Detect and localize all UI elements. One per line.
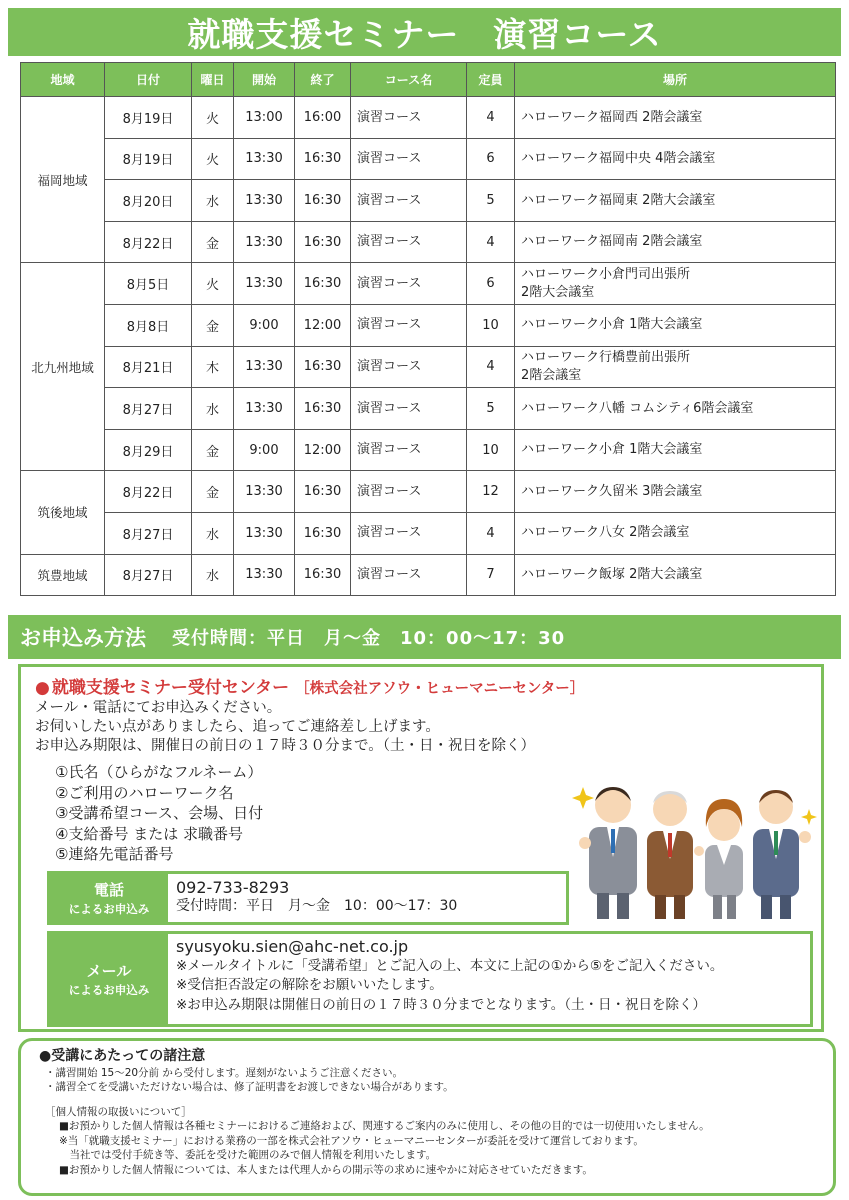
cell-course: 演習コース [351, 138, 467, 180]
cell-start: 9:00 [234, 304, 295, 346]
list-item: ⑤連絡先電話番号 [55, 845, 174, 863]
privacy-line: ※当「就職支援セミナー」における業務の一部を株式会社アソウ・ヒューマニーセンターが委託を受けて運営しております。 [59, 1134, 644, 1147]
privacy-title: ［個人情報の取扱いについて］ [45, 1105, 192, 1118]
cell-date: 8月27日 [105, 554, 192, 596]
cell-course: 演習コース [351, 180, 467, 222]
cell-capacity: 12 [467, 471, 515, 513]
cell-region: 福岡地域 [21, 97, 105, 263]
cell-region: 筑後地域 [21, 471, 105, 554]
seminar-schedule-table [20, 62, 836, 596]
table-row [21, 471, 836, 513]
cell-capacity: 6 [467, 138, 515, 180]
table-header-row [21, 63, 836, 97]
cell-end: 16:00 [295, 97, 351, 139]
mail-note: ※メールタイトルに「受講希望」とご記入の上、本文に上記の①から⑤をご記入ください。 [176, 957, 724, 974]
privacy-line: ■お預かりした個人情報については、本人または代理人からの開示等の求めに速やかに対応させていただきます。 [59, 1163, 593, 1176]
cell-start: 13:00 [234, 97, 295, 139]
header-region: 地域 [21, 63, 105, 97]
phone-number[interactable]: 092-733-8293 [176, 878, 290, 897]
header-date: 日付 [105, 63, 192, 97]
cell-date: 8月5日 [105, 263, 192, 305]
cell-place [515, 388, 836, 430]
cell-day: 金 [192, 429, 234, 471]
cell-date: 8月22日 [105, 471, 192, 513]
cell-capacity: 10 [467, 304, 515, 346]
intro-line: メール・電話にてお申込みください。 [35, 700, 282, 716]
staff-person-icon [753, 790, 811, 919]
header-place: 場所 [515, 63, 836, 97]
apply-heading: お申込み方法 [20, 626, 146, 650]
bullet-dot: ● [35, 678, 50, 698]
cell-place [515, 180, 836, 222]
apply-method-bar [8, 615, 841, 659]
cell-date: 8月20日 [105, 180, 192, 222]
cell-end: 16:30 [295, 554, 351, 596]
cell-date: 8月27日 [105, 512, 192, 554]
phone-content [168, 874, 465, 922]
cell-capacity: 4 [467, 346, 515, 388]
cell-place [515, 304, 836, 346]
header-end: 終了 [295, 63, 351, 97]
mail-label-main: メール [86, 962, 132, 980]
place-line: ハローワーク小倉 1階大会議室 [521, 317, 703, 333]
cell-end: 12:00 [295, 304, 351, 346]
place-line: ハローワーク小倉 1階大会議室 [521, 442, 703, 458]
cell-date: 8月8日 [105, 304, 192, 346]
table-row [21, 263, 836, 305]
cell-start: 13:30 [234, 471, 295, 513]
mail-note: ※受信拒否設定の解除をお願いいたします。 [176, 977, 443, 993]
list-item: ③受講希望コース、会場、日付 [55, 804, 264, 822]
list-item: ②ご利用のハローワーク名 [55, 783, 234, 802]
cell-end: 16:30 [295, 180, 351, 222]
table-row [21, 512, 836, 554]
intro-line: お伺いしたい点がありましたら、追ってご連絡差し上げます。 [35, 719, 440, 735]
cell-day: 水 [192, 180, 234, 222]
table-row [21, 429, 836, 471]
table-row [21, 138, 836, 180]
cell-end: 16:30 [295, 512, 351, 554]
cell-capacity: 10 [467, 429, 515, 471]
table-row [21, 180, 836, 222]
cell-day: 木 [192, 346, 234, 388]
place-line: 2階会議室 [521, 367, 582, 383]
cell-date: 8月19日 [105, 97, 192, 139]
place-line: ハローワーク八女 2階会議室 [521, 525, 690, 541]
cell-place [515, 471, 836, 513]
table-row [21, 346, 836, 388]
cell-day: 水 [192, 512, 234, 554]
cell-end: 16:30 [295, 138, 351, 180]
phone-hours: 受付時間：平日 月～金 10：00～17：30 [176, 898, 458, 914]
place-line: ハローワーク八幡 コムシティ6階会議室 [521, 400, 754, 416]
mail-label [50, 934, 168, 1024]
cell-capacity: 7 [467, 554, 515, 596]
cell-end: 12:00 [295, 429, 351, 471]
required-items-list [55, 762, 263, 865]
cell-place [515, 346, 836, 388]
cell-start: 13:30 [234, 512, 295, 554]
cell-course: 演習コース [351, 429, 467, 471]
company-name: ［株式会社アソウ・ヒューマニーセンター］ [295, 681, 585, 697]
cell-end: 16:30 [295, 221, 351, 263]
mail-content [168, 934, 731, 1024]
mail-label-sub: によるお申込み [68, 983, 150, 997]
cell-capacity: 4 [467, 97, 515, 139]
cell-capacity: 5 [467, 180, 515, 222]
table-row [21, 388, 836, 430]
cell-course: 演習コース [351, 346, 467, 388]
notes-title: ●受講にあたっての諸注意 [39, 1048, 206, 1064]
cell-date: 8月19日 [105, 138, 192, 180]
staff-person-icon [694, 799, 743, 919]
cell-capacity: 4 [467, 221, 515, 263]
cell-capacity: 6 [467, 263, 515, 305]
phone-apply-box [47, 871, 569, 925]
cell-day: 水 [192, 388, 234, 430]
cell-place [515, 221, 836, 263]
table-body [21, 97, 836, 596]
cell-place [515, 263, 836, 305]
cell-start: 13:30 [234, 554, 295, 596]
place-line: ハローワーク飯塚 2階大会議室 [521, 567, 703, 583]
list-item: ①氏名（ひらがなフルネーム） [55, 763, 263, 781]
center-name: 就職支援セミナー受付センター [51, 678, 290, 698]
cell-course: 演習コース [351, 97, 467, 139]
cell-place [515, 554, 836, 596]
notes-line: ・講習開始 15～20分前 から受付します。遅刻がないようご注意ください。 [45, 1066, 404, 1079]
cell-day: 水 [192, 554, 234, 596]
place-line: ハローワーク行橋豊前出張所 [521, 350, 691, 366]
phone-label-sub: によるお申込み [68, 902, 150, 916]
apply-hours: 受付時間：平日 月～金 10：00～17：30 [172, 628, 566, 649]
mail-address-link[interactable]: syusyoku.sien@ahc-net.co.jp [176, 937, 409, 956]
cell-place [515, 97, 836, 139]
place-line: ハローワーク小倉門司出張所 [521, 267, 691, 283]
table-row [21, 554, 836, 596]
cell-region: 北九州地域 [21, 263, 105, 471]
cell-start: 9:00 [234, 429, 295, 471]
staff-person-icon [579, 787, 637, 919]
cell-course: 演習コース [351, 388, 467, 430]
staff-illustration [569, 767, 819, 922]
cell-start: 13:30 [234, 221, 295, 263]
cell-day: 火 [192, 138, 234, 180]
cell-place [515, 429, 836, 471]
mail-apply-box [47, 931, 813, 1027]
table-row [21, 97, 836, 139]
cell-day: 金 [192, 221, 234, 263]
cell-start: 13:30 [234, 263, 295, 305]
cell-date: 8月27日 [105, 388, 192, 430]
cell-start: 13:30 [234, 180, 295, 222]
cell-end: 16:30 [295, 263, 351, 305]
header-start: 開始 [234, 63, 295, 97]
place-line: ハローワーク福岡南 2階会議室 [521, 234, 703, 250]
mail-note: ※お申込み期限は開催日の前日の１７時３０分までとなります。（土・日・祝日を除く） [176, 996, 706, 1013]
staff-person-icon [647, 791, 693, 919]
header-course: コース名 [351, 63, 467, 97]
cell-course: 演習コース [351, 554, 467, 596]
cell-course: 演習コース [351, 471, 467, 513]
place-line: ハローワーク福岡西 2階会議室 [521, 109, 703, 125]
cell-course: 演習コース [351, 221, 467, 263]
cell-date: 8月21日 [105, 346, 192, 388]
page-title: 就職支援セミナー 演習コース [8, 8, 841, 56]
cell-end: 16:30 [295, 388, 351, 430]
cell-day: 金 [192, 304, 234, 346]
header-capacity: 定員 [467, 63, 515, 97]
cell-course: 演習コース [351, 263, 467, 305]
cell-course: 演習コース [351, 304, 467, 346]
header-day: 曜日 [192, 63, 234, 97]
cell-end: 16:30 [295, 346, 351, 388]
cell-day: 火 [192, 263, 234, 305]
cell-region: 筑豊地域 [21, 554, 105, 596]
cell-day: 火 [192, 97, 234, 139]
privacy-line: 当社では受付手続き等、委託を受けた範囲のみで個人情報を利用いたします。 [59, 1149, 437, 1161]
privacy-line: ■お預かりした個人情報は各種セミナーにおけるご連絡および、関連するご案内のみに使用し、その他の目的では一切使用いたしません。 [59, 1120, 710, 1132]
cell-place [515, 138, 836, 180]
reception-center-title [35, 673, 584, 698]
place-line: ハローワーク久留米 3階会議室 [521, 483, 703, 499]
phone-label-main: 電話 [93, 881, 124, 899]
cell-capacity: 5 [467, 388, 515, 430]
place-line: ハローワーク福岡東 2階大会議室 [521, 192, 716, 208]
apply-info-box [18, 664, 824, 1032]
notes-line: ・講習全てを受講いただけない場合は、修了証明書をお渡しできない場合があります。 [45, 1081, 454, 1093]
place-line: 2階大会議室 [521, 284, 595, 300]
notes-box [18, 1038, 836, 1196]
cell-end: 16:30 [295, 471, 351, 513]
cell-date: 8月29日 [105, 429, 192, 471]
phone-label [50, 874, 168, 922]
apply-intro [35, 699, 535, 756]
cell-start: 13:30 [234, 388, 295, 430]
cell-place [515, 512, 836, 554]
cell-start: 13:30 [234, 346, 295, 388]
table-row [21, 221, 836, 263]
table-row [21, 304, 836, 346]
place-line: ハローワーク福岡中央 4階会議室 [521, 151, 716, 167]
cell-capacity: 4 [467, 512, 515, 554]
cell-course: 演習コース [351, 512, 467, 554]
cell-start: 13:30 [234, 138, 295, 180]
list-item: ④支給番号 または 求職番号 [55, 824, 243, 843]
cell-day: 金 [192, 471, 234, 513]
intro-line: お申込み期限は、開催日の前日の１７時３０分まで。（土・日・祝日を除く） [35, 738, 535, 754]
cell-date: 8月22日 [105, 221, 192, 263]
